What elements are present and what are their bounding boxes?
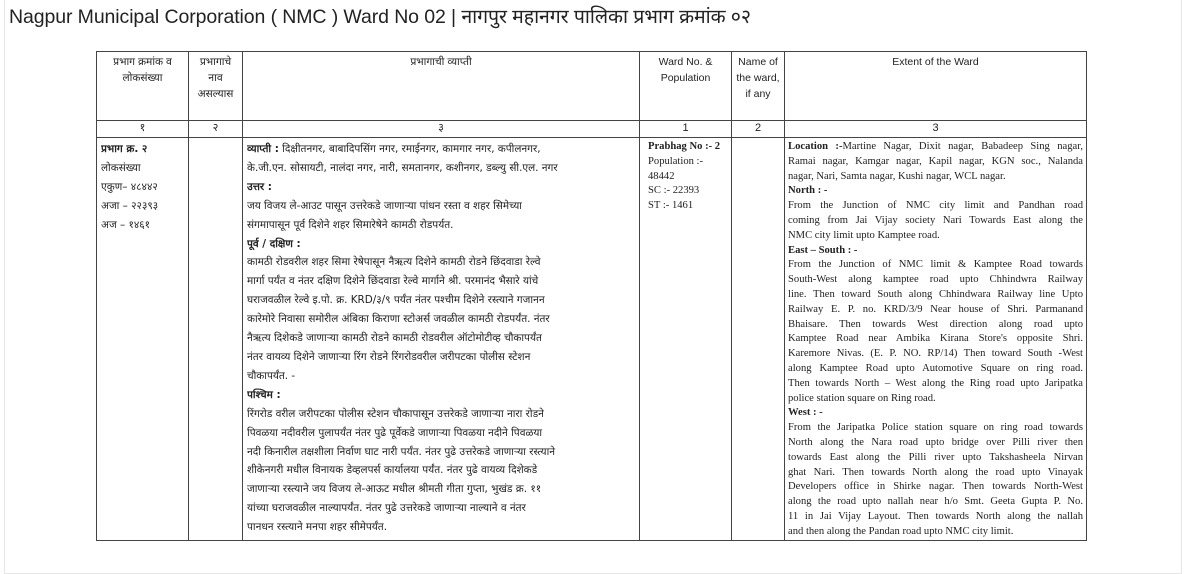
header-ward-name-en: Name of the ward, if any (732, 52, 785, 121)
extent-line: line. Then toward South along Chhindwara Railway line Upto (788, 288, 1083, 300)
extent-line: towards East along the Pilli river upto Takshasheela Nirvan (788, 451, 1083, 463)
extent-line: जाणाऱ्या रस्त्याने जय विजय ले-आऊट मधील श्रीमती गीता गुप्ता, भुखंड क्र. ११ (247, 483, 542, 496)
column-number: १ (97, 121, 189, 138)
header-ward-number-population-mr: प्रभाग क्रमांक व लोकसंख्या (97, 52, 189, 121)
population-line: अजा – २२३९३ (101, 199, 159, 212)
extent-line: 11 in Jai Vijay Layout. Then towards North along the nallah (788, 510, 1083, 522)
extent-line: पिवळया नदीवरील पुलापर्यंत नंतर पुढे पूर्वेकडे जाणाऱ्या पिवळया नदीने पिवळया (247, 426, 543, 439)
location-label: Location :- (788, 141, 843, 152)
table-row (97, 138, 1087, 541)
extent-line: South-West along kamptee road upto Chhindwra Railway (788, 274, 1083, 286)
west-label-en: West : - (788, 407, 823, 419)
north-label-mr: उत्तर : (247, 180, 272, 193)
extent-line: ghat Nari. Then towards North along the road upto Vinayak (788, 466, 1083, 478)
column-number: 1 (640, 121, 732, 138)
extent-line: रिंगरोड वरील जरीपटका पोलीस स्टेशन चौकापासून उत्तरेकडे जाणाऱ्या नारा रोडने (247, 407, 544, 420)
population-line: एकुण– ४८४४२ (101, 180, 158, 193)
extent-line: दिक्षीतनगर, बाबादिपसिंग नगर, रमाईनगर, कामगार नगर, कपीलनगर, (282, 143, 541, 155)
extent-line: Karemore Nivas. (E. P. NO. RP/14) Then toward South -West (788, 348, 1083, 360)
column-number: 2 (732, 121, 785, 138)
ward-name-mr (189, 138, 243, 541)
population-line: ST :- 1461 (648, 200, 694, 212)
extent-line: and then along the Pandan road upto NMC city limit. (788, 525, 1014, 537)
ward-extent-mr (243, 138, 640, 541)
extent-line: From the Junction of NMC limit & Kamptee Road towards (788, 259, 1083, 271)
header-ward-name-mr: प्रभागाचे नाव असल्यास (189, 52, 243, 121)
east-south-label-mr: पूर्व / दक्षिण : (247, 237, 301, 250)
population-line: 48442 (648, 170, 675, 182)
extent-line: नैऋत्य दिशेकडे जाणाऱ्या कामठी रोडने कामठी रोडवरील ऑटोमोटीव्ह चौकापर्यंत (247, 332, 542, 345)
ward-title-en: Prabhag No :- 2 (648, 141, 721, 152)
extent-line: From the Jaripatka Police station square on ring road towards (788, 422, 1083, 434)
page-title: Nagpur Municipal Corporation ( NMC ) Ward No 02 | नागपुर महानगर पालिका प्रभाग क्रमांक ०२ (9, 6, 751, 28)
extent-line: coming from Jai Vijay society Nari Towards East along the (788, 214, 1083, 226)
header-ward-number-population-en: Ward No. & Population (640, 52, 732, 121)
extent-line: मार्गा पर्यंत व नंतर दक्षिण दिशेने छिंदवाडा रेल्वे मार्गाने श्री. परमानंद भैसारे यांचे (247, 275, 539, 288)
table-number-row (97, 121, 1087, 138)
ward-name-en (732, 138, 785, 541)
extent-line: पानधन रस्त्याने मनपा शहर सीमेपर्यंत. (247, 521, 388, 534)
extent-line: North along the Nara road upto bridge over Pilli river then (788, 436, 1083, 448)
extent-line: Kamptee Road near Ambika Kirana Store's opposite Shri. (788, 333, 1083, 345)
extent-line: nagar, Nari, Samta nagar, Kushi nagar, WCL nagar. (788, 170, 1006, 182)
extent-line: यांच्या घराजवळील नाल्यापर्यंत. नंतर पुढे उत्तरेकडे जाणाऱ्या नाल्याने व नंतर (247, 502, 526, 515)
extent-line: नंतर वायव्य दिशेने जाणाऱ्या रिंग रोडने रिंगरोडवरील जरीपटका पोलीस स्टेशन (247, 350, 531, 363)
header-ward-extent-en: Extent of the Ward (785, 52, 1087, 121)
population-line: Population :- (648, 155, 704, 167)
extent-line: police station square on Ring road. (788, 392, 936, 404)
extent-line: along the road upto nallah near h/o Smt. Geeta Gupta P. No. (788, 496, 1083, 508)
ward-table (96, 51, 1087, 541)
population-line: अज – १४६१ (101, 218, 151, 231)
extent-line: कारेमोरे निवासा समोरील अंबिका किराणा स्टोअर्स जवळील कामठी रोडपर्यंत. नंतर (247, 313, 550, 326)
extent-line: Martine Nagar, Dixit nagar, Babadeep Sing nagar, (842, 141, 1083, 152)
column-number: २ (189, 121, 243, 138)
population-line: SC :- 22393 (648, 185, 700, 197)
extent-line: Then towards North – West along the Ring road upto Jaripatka (788, 377, 1083, 389)
north-label-en: North : - (788, 185, 828, 197)
population-line: लोकसंख्या (101, 161, 141, 174)
east-south-label-en: East – South : - (788, 244, 858, 256)
header-ward-extent-mr: प्रभागाची व्याप्ती (243, 52, 640, 121)
extent-line: शीकेनगरी मधील विनायक डेव्हलपर्स कार्यालया पर्यंत. नंतर पुढे वायव्य दिशेकडे (247, 464, 538, 477)
extent-line: Railway E. P. no. KRD/3/9 Near house of Shri. Parmanand (788, 303, 1083, 315)
extent-line: Ramai nagar, Kamgar nagar, Kapil nagar, KGN soc., Nalanda (788, 155, 1083, 167)
extent-line: संगमापासून पूर्व दिशेने शहर सिमारेषेने कामठी रोडपर्यत. (247, 218, 454, 231)
ward-title-mr: प्रभाग क्र. २ (101, 143, 148, 155)
extent-line: कामठी रोडवरील शहर सिमा रेषेपासून नैऋत्य दिशेने कामठी रोडने छिंदवाडा रेल्वे (247, 256, 541, 269)
extent-line: along Kamptee Road upto Automotive Square on ring road. (788, 362, 1083, 374)
ward-population-mr (97, 138, 189, 541)
column-number: ३ (243, 121, 640, 138)
extent-line: NMC city limit upto Kamptee road. (788, 229, 940, 241)
extent-line: घराजवळील रेल्वे इ.पो. क्र. KRD/३/९ पर्यंत नंतर पश्चीम दिशेने रस्त्याने गजानन (247, 294, 545, 307)
extent-line: चौकापर्यंत. - (247, 369, 296, 382)
extent-line: Bhaisare. Then towards West direction along road upto (788, 318, 1083, 330)
extent-line: From the Junction of NMC city limit and Pandhan road (788, 200, 1083, 212)
column-number: 3 (785, 121, 1087, 138)
extent-line: नदी किनारील तक्षशीला निर्वाण घाट नारी पर्यंत. नंतर पुढे उत्तरेकडे जाणाऱ्या रस्त्याने (247, 445, 556, 458)
extent-line: जय विजय ले-आउट पासून उत्तरेकडे जाणाऱ्या पांधन रस्ता व शहर सिमेच्या (247, 199, 522, 212)
ward-extent-en (785, 138, 1087, 541)
vyapti-label: व्याप्ती : (247, 143, 279, 155)
extent-line: Developers office in Shirke nagar. Then towards North-West (788, 481, 1083, 493)
table-header-row (97, 52, 1087, 121)
extent-line: के.जी.एन. सोसायटी, नालंदा नगर, नारी, समतानगर, कशीनगर, डब्ल्यु सी.एल. नगर (247, 161, 558, 174)
ward-population-en (640, 138, 732, 541)
west-label-mr: पश्चिम : (247, 388, 281, 401)
